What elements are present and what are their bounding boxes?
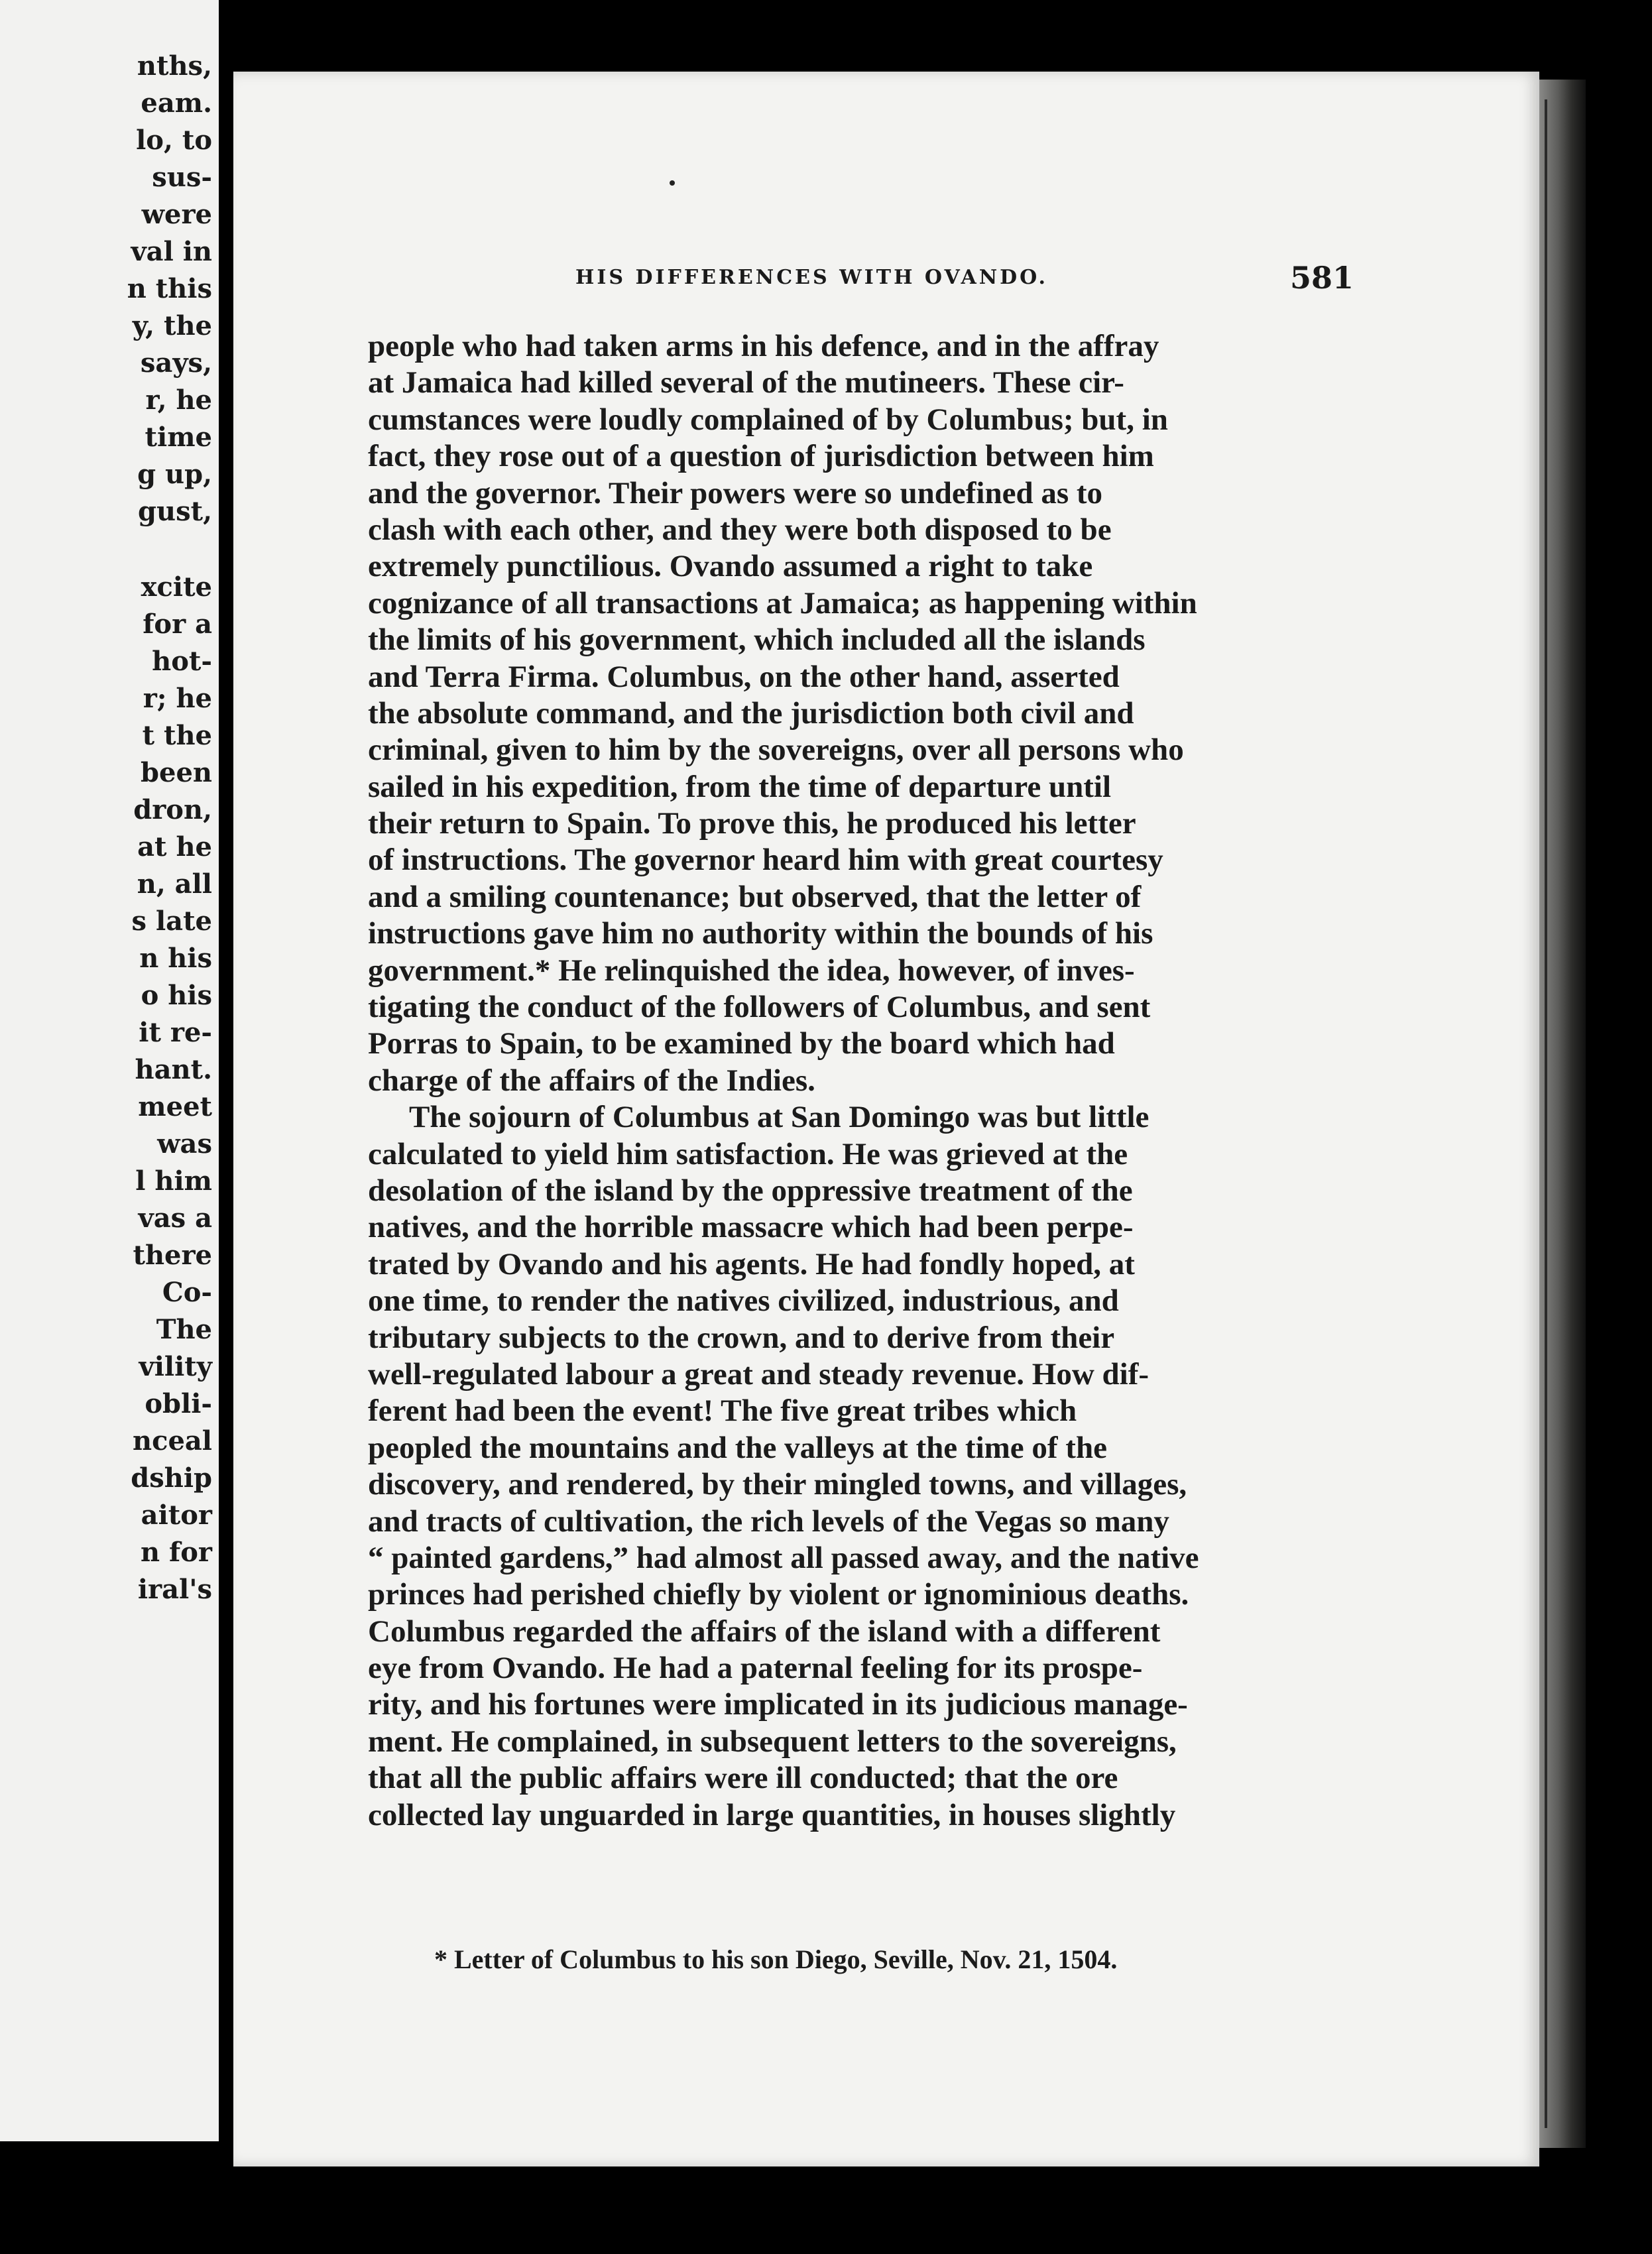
left-page-line-fragment: vas a bbox=[138, 1203, 212, 1234]
left-page-line-fragment: iral's bbox=[137, 1574, 212, 1605]
left-page-line-fragment: val in bbox=[131, 236, 212, 267]
text-line: Columbus regarded the affairs of the island with a different bbox=[368, 1614, 1161, 1649]
left-page-line-fragment: n, all bbox=[137, 868, 212, 900]
text-line: extremely punctilious. Ovando assumed a right to take bbox=[368, 549, 1093, 584]
left-page-line-fragment: s late bbox=[131, 906, 212, 937]
left-page-line-fragment: nths, bbox=[137, 50, 212, 82]
text-line: “ painted gardens,” had almost all passed away, and the native bbox=[368, 1540, 1199, 1575]
text-line: at Jamaica had killed several of the mutineers. These cir- bbox=[368, 365, 1124, 400]
text-line: cognizance of all transactions at Jamaica; as happening within bbox=[368, 585, 1197, 621]
running-head: HIS DIFFERENCES WITH OVANDO. bbox=[575, 266, 1048, 289]
left-page-line-fragment: time bbox=[145, 422, 212, 453]
left-page-line-fragment: vility bbox=[139, 1351, 212, 1382]
left-page-line-fragment: says, bbox=[140, 347, 212, 379]
text-line: of instructions. The governor heard him with great courtesy bbox=[368, 843, 1163, 878]
left-page-line-fragment: was bbox=[157, 1128, 212, 1159]
left-page-line-fragment: The bbox=[156, 1314, 212, 1345]
left-page-line-fragment: nceal bbox=[133, 1425, 212, 1456]
previous-page-fragment bbox=[0, 0, 219, 2141]
body-text bbox=[368, 328, 1356, 1834]
text-line: criminal, given to him by the sovereigns, over all persons who bbox=[368, 733, 1184, 768]
left-page-line-fragment: aitor bbox=[141, 1500, 212, 1531]
text-line: and the governor. Their powers were so undefined as to bbox=[368, 475, 1103, 510]
left-page-line-fragment: lo, to bbox=[136, 125, 212, 156]
left-page-line-fragment: n for bbox=[141, 1537, 212, 1568]
text-line: and Terra Firma. Columbus, on the other hand, asserted bbox=[368, 659, 1120, 694]
left-page-line-fragment: hant. bbox=[135, 1054, 212, 1085]
scan-speck bbox=[670, 180, 675, 186]
left-page-line-fragment: for a bbox=[143, 609, 212, 640]
left-page-line-fragment: dship bbox=[131, 1462, 212, 1494]
left-page-line-fragment: there bbox=[133, 1240, 212, 1271]
text-line: the absolute command, and the jurisdiction both civil and bbox=[368, 695, 1134, 731]
text-line: ment. He complained, in subsequent letters to the sovereigns, bbox=[368, 1724, 1177, 1759]
left-page-line-fragment: o his bbox=[141, 980, 212, 1011]
paragraph-start-line: The sojourn of Columbus at San Domingo was but little bbox=[409, 1100, 1150, 1135]
text-line: eye from Ovando. He had a paternal feeling for its prospe- bbox=[368, 1651, 1143, 1686]
text-line: instructions gave him no authority within the bounds of his bbox=[368, 916, 1153, 951]
text-line: clash with each other, and they were both disposed to be bbox=[368, 512, 1112, 547]
text-line: natives, and the horrible massacre which had been perpe- bbox=[368, 1210, 1134, 1245]
text-line: sailed in his expedition, from the time of departure until bbox=[368, 769, 1112, 804]
left-page-line-fragment: g up, bbox=[137, 459, 212, 490]
text-line: Porras to Spain, to be examined by the board which had bbox=[368, 1026, 1115, 1061]
text-line: cumstances were loudly complained of by Columbus; but, in bbox=[368, 402, 1168, 437]
text-line: well-regulated labour a great and steady revenue. How dif- bbox=[368, 1356, 1150, 1392]
left-page-line-fragment: t the bbox=[142, 720, 212, 751]
left-page-line-fragment: hot- bbox=[152, 646, 212, 677]
left-page-line-fragment: meet bbox=[138, 1091, 212, 1122]
left-page-line-fragment: obli- bbox=[145, 1388, 212, 1419]
left-page-line-fragment: y, the bbox=[132, 310, 212, 341]
text-line: and tracts of cultivation, the rich levels of the Vegas so many bbox=[368, 1504, 1169, 1539]
text-line: princes had perished chiefly by violent or ignominious deaths. bbox=[368, 1577, 1189, 1612]
page-edge-line bbox=[1545, 99, 1547, 2128]
left-page-line-fragment: r; he bbox=[143, 683, 212, 714]
left-page-line-fragment: n his bbox=[139, 943, 212, 974]
left-page-line-fragment: Co- bbox=[162, 1277, 212, 1308]
text-line: collected lay unguarded in large quantities, in houses slightly bbox=[368, 1797, 1176, 1832]
text-line: people who had taken arms in his defence, and in the affray bbox=[368, 329, 1159, 363]
text-line: peopled the mountains and the valleys at the time of the bbox=[368, 1430, 1107, 1465]
left-page-line-fragment: dron, bbox=[133, 794, 212, 825]
text-line: charge of the affairs of the Indies. bbox=[368, 1063, 815, 1098]
left-page-line-fragment: r, he bbox=[145, 385, 212, 416]
left-page-line-fragment: eam. bbox=[141, 88, 212, 119]
text-line: one time, to render the natives civilized, industrious, and bbox=[368, 1283, 1119, 1319]
text-line: trated by Ovando and his agents. He had fondly hoped, at bbox=[368, 1246, 1135, 1281]
text-line: that all the public affairs were ill conducted; that the ore bbox=[368, 1761, 1118, 1796]
text-line: tributary subjects to the crown, and to derive from their bbox=[368, 1320, 1115, 1355]
text-line: fact, they rose out of a question of jurisdiction between him bbox=[368, 439, 1154, 474]
text-line: calculated to yield him satisfaction. He was grieved at the bbox=[368, 1136, 1128, 1171]
left-page-line-fragment: at he bbox=[137, 831, 212, 862]
footnote: * Letter of Columbus to his son Diego, Seville, Nov. 21, 1504. bbox=[434, 1944, 1118, 1974]
text-line: ferent had been the event! The five great tribes which bbox=[368, 1394, 1077, 1429]
text-line: discovery, and rendered, by their mingled towns, and villages, bbox=[368, 1467, 1187, 1502]
left-page-line-fragment: been bbox=[141, 757, 212, 788]
left-page-line-fragment: were bbox=[141, 199, 212, 230]
page-number: 581 bbox=[1290, 260, 1354, 296]
text-line: desolation of the island by the oppressive treatment of the bbox=[368, 1173, 1133, 1208]
left-page-line-fragment: sus- bbox=[152, 162, 212, 193]
text-line: and a smiling countenance; but observed, that the letter of bbox=[368, 879, 1142, 914]
text-line: their return to Spain. To prove this, he produced his letter bbox=[368, 806, 1136, 841]
left-page-line-fragment: n this bbox=[127, 273, 212, 304]
left-page-line-fragment: xcite bbox=[141, 571, 212, 603]
text-line: the limits of his government, which included all the islands bbox=[368, 623, 1146, 658]
left-page-line-fragment: gust, bbox=[138, 496, 212, 527]
text-line: government.* He relinquished the idea, however, of inves- bbox=[368, 953, 1135, 988]
left-page-line-fragment: l him bbox=[135, 1165, 212, 1197]
book-gutter bbox=[219, 0, 232, 2161]
text-line: tigating the conduct of the followers of Columbus, and sent bbox=[368, 990, 1151, 1025]
left-page-line-fragment: it re- bbox=[139, 1017, 212, 1048]
text-line: rity, and his fortunes were implicated in its judicious manage- bbox=[368, 1687, 1188, 1722]
